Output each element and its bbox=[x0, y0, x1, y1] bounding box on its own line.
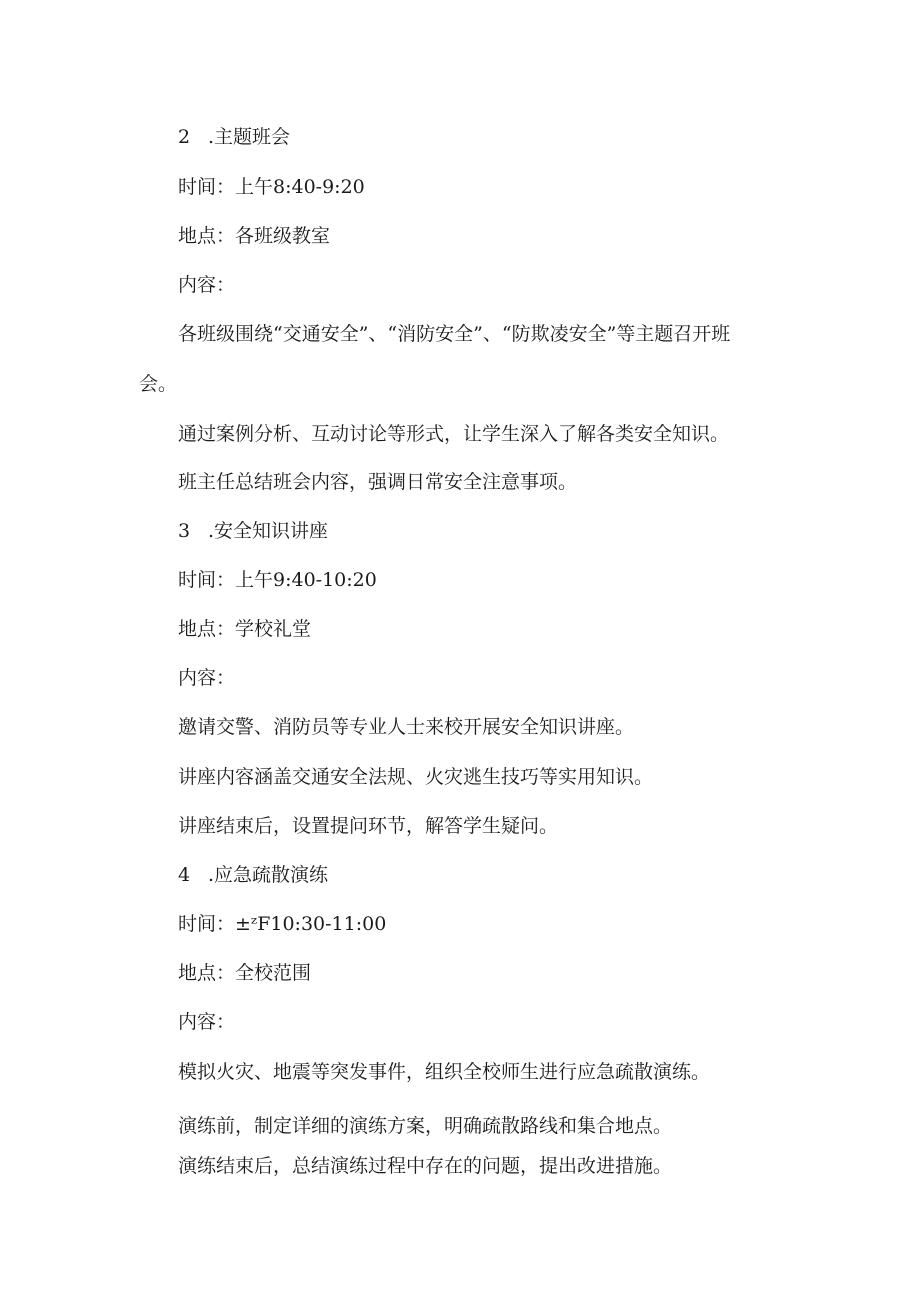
section-title: .主题班会 bbox=[208, 126, 291, 148]
section-heading-4 bbox=[178, 862, 328, 888]
section-number: 2 bbox=[178, 126, 191, 148]
section-2-paragraph-2: 通过案例分析、互动讨论等形式，让学生深入了解各类安全知识。 bbox=[178, 423, 730, 445]
section-4-time: 时间：±ᶻF10:30-11:00 bbox=[178, 913, 387, 935]
section-3-place: 地点：学校礼堂 bbox=[178, 618, 312, 640]
section-2-paragraph-1-continued: 会。 bbox=[139, 373, 178, 395]
section-4-place: 地点：全校范围 bbox=[178, 962, 312, 984]
section-2-content-label: 内容： bbox=[178, 274, 236, 296]
section-3-time: 时间：上午9:40-10:20 bbox=[178, 569, 377, 591]
section-4-paragraph-2: 演练前，制定详细的演练方案，明确疏散路线和集合地点。 bbox=[178, 1115, 673, 1137]
section-2-time: 时间：上午8:40-9:20 bbox=[178, 176, 365, 198]
section-2-place: 地点：各班级教室 bbox=[178, 225, 331, 247]
section-2-paragraph-1: 各班级围绕“交通安全”、“消防安全”、“防欺凌安全”等主题召开班 bbox=[178, 323, 731, 345]
section-title: .应急疏散演练 bbox=[208, 864, 329, 886]
section-heading-3 bbox=[178, 518, 328, 544]
section-4-paragraph-3: 演练结束后，总结演练过程中存在的问题，提出改进措施。 bbox=[178, 1155, 673, 1177]
section-3-paragraph-1: 邀请交警、消防员等专业人士来校开展安全知识讲座。 bbox=[178, 716, 635, 738]
section-3-paragraph-3: 讲座结束后，设置提问环节，解答学生疑问。 bbox=[178, 815, 559, 837]
section-number: 4 bbox=[178, 864, 191, 886]
section-3-paragraph-2: 讲座内容涵盖交通安全法规、火灾逃生技巧等实用知识。 bbox=[178, 766, 654, 788]
section-2-paragraph-3: 班主任总结班会内容，强调日常安全注意事项。 bbox=[178, 471, 578, 493]
section-4-paragraph-1: 模拟火灾、地震等突发事件，组织全校师生进行应急疏散演练。 bbox=[178, 1061, 711, 1083]
section-title: .安全知识讲座 bbox=[208, 520, 329, 542]
section-3-content-label: 内容： bbox=[178, 667, 236, 689]
section-number: 3 bbox=[178, 520, 191, 542]
section-4-content-label: 内容： bbox=[178, 1011, 236, 1033]
section-heading-2 bbox=[178, 124, 290, 150]
